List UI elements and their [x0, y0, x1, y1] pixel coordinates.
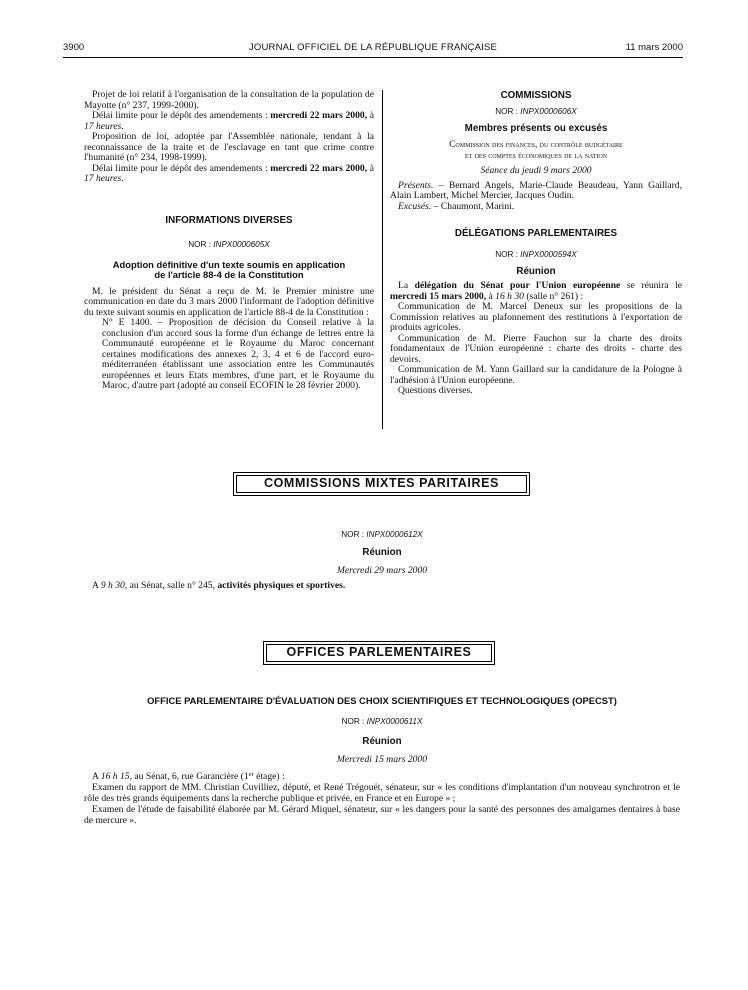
page-number: 3900	[63, 42, 85, 53]
fauchon-communication: Communication de M. Pierre Fauchon sur la charte des droits fondamentaux de l'Union européenne : charte des droits - charte des devoirs.	[390, 332, 682, 365]
commissions-heading: COMMISSIONS	[500, 90, 572, 101]
page-header	[63, 42, 683, 56]
mayotte-deadline: Délai limite pour le dépôt des amendements : mercredi 22 mars 2000, à 17 heures.	[84, 110, 374, 132]
seance-date: Séance du jeudi 9 mars 2000	[480, 165, 592, 176]
questions-diverses: Questions diverses.	[398, 385, 473, 396]
delegations-reunion-heading: Réunion	[516, 266, 556, 277]
offices-section	[84, 695, 680, 826]
adoption-heading-line-1: Adoption définitive d'un texte soumis en application	[112, 258, 346, 270]
right-column	[390, 90, 682, 397]
opecst-heading: OFFICE PARLEMENTAIRE D'ÉVALUATION DES CHOIX SCIENTIFIQUES ET TECHNOLOGIQUES (OPECST)	[147, 695, 617, 706]
e1400-entry: N° E 1400. – Proposition de décision du Conseil relative à la conclusion d'un accord sous la forme d'un échange de lettres entre la Communauté européenne et le Royaume du Maroc concernant certaines modifications des annexes 2, 3, 4 et 6 de l'accord euro-méditerranéen établissant une association entre les Communautés européennes et leurs Etats membres, d'une part, et le Royaume du Maroc, d'autre part (adopté au conseil ECOFIN le 28 février 2000).	[102, 317, 374, 391]
left-column	[84, 90, 374, 392]
slavery-deadline: Délai limite pour le dépôt des amendements : mercredi 22 mars 2000, à 17 heures.	[84, 162, 374, 184]
cmp-box-title: COMMISSIONS MIXTES PARITAIRES	[233, 472, 530, 496]
membres-heading: Membres présents ou excusés	[464, 123, 608, 134]
amalgames-study: Examen de l'étude de faisabilité élaborée par M. Gérard Miquel, sénateur, sur « les dangers pour la santé des personnes des amalgames dentaires à base de mercure ».	[84, 804, 680, 826]
journal-title: JOURNAL OFFICIEL DE LA RÉPUBLIQUE FRANÇAISE	[248, 42, 498, 53]
delegations-nor: NOR : INPX0000594X	[495, 250, 577, 259]
cmp-date: Mercredi 29 mars 2000	[336, 565, 428, 576]
opecst-meeting: A 16 h 15, au Sénat, 6, rue Garancière (1er étage) :	[92, 771, 285, 782]
column-divider	[382, 90, 383, 429]
opecst-nor: NOR : INPX0000611X	[341, 717, 423, 726]
commission-name-line-1: Commission des finances, du contrôle budgétaire	[449, 139, 623, 149]
opecst-reunion-heading: Réunion	[362, 736, 402, 747]
mayotte-bill: Projet de loi relatif à l'organisation de la consultation de la population de Mayotte (n° 237, 1999-2000).	[84, 89, 374, 111]
offices-box-title: OFFICES PARLEMENTAIRES	[263, 641, 495, 665]
issue-date: 11 mars 2000	[625, 42, 683, 53]
commission-name-line-2: et des comptes économiques de la nation	[464, 149, 608, 160]
delegation-meeting: La délégation du Sénat pour l'Union européenne se réunira le mercredi 15 mars 2000, à 16 h 30 (salle n° 261) :	[390, 280, 683, 302]
deneux-communication: Communication de M. Marcel Deneux sur les propositions de la Commission relatives au plafonnement des restitutions à l'exportation de produits agricoles.	[390, 301, 682, 333]
informations-diverses-heading: INFORMATIONS DIVERSES	[165, 214, 293, 226]
delegations-heading: DÉLÉGATIONS PARLEMENTAIRES	[454, 228, 618, 239]
cmp-reunion-heading: Réunion	[362, 547, 402, 558]
cmp-meeting: A 9 h 30, au Sénat, salle n° 245, activités physiques et sportives.	[92, 580, 346, 591]
synchrotron-report: Examen du rapport de MM. Christian Cuvilliez, député, et René Trégouët, sénateur, sur « les conditions d'implantation d'un nouveau synchrotron et le rôle des très grands équipements dans la recherche publique et privée, en France et en Europe » ;	[84, 782, 680, 804]
adoption-communication: M. le président du Sénat a reçu de M. le Premier ministre une communication en date du 3 mars 2000 l'informant de l'adoption définitive du texte suivant soumis en application de l'article 88-4 de la Constitution :	[84, 285, 374, 318]
header-rule	[63, 57, 683, 58]
commissions-nor: NOR : INPX0000606X	[495, 107, 577, 116]
cmp-nor: NOR : INPX0000612X	[341, 530, 423, 539]
cmp-section	[84, 529, 680, 591]
slavery-bill: Proposition de loi, adoptée par l'Assemblée nationale, tendant à la reconnaissance de la traite et de l'esclavage en tant que crime contre l'humanité (n° 234, 1998-1999).	[84, 131, 374, 163]
excuses-line: Excusés. – Chaumont, Marini.	[398, 200, 515, 212]
gaillard-communication: Communication de M. Yann Gaillard sur la candidature de la Pologne à l'adhésion à l'Union européenne.	[390, 364, 682, 386]
opecst-date: Mercredi 15 mars 2000	[336, 754, 428, 765]
adoption-heading-line-2: de l'article 88-4 de la Constitution	[154, 269, 304, 280]
presents-line: Présents. – Bernard Angels, Marie-Claude Beaudeau, Yann Gaillard, Alain Lambert, Michel Mercier, Jacques Oudin.	[390, 179, 682, 201]
informations-nor: NOR : INPX0000605X	[188, 239, 270, 249]
